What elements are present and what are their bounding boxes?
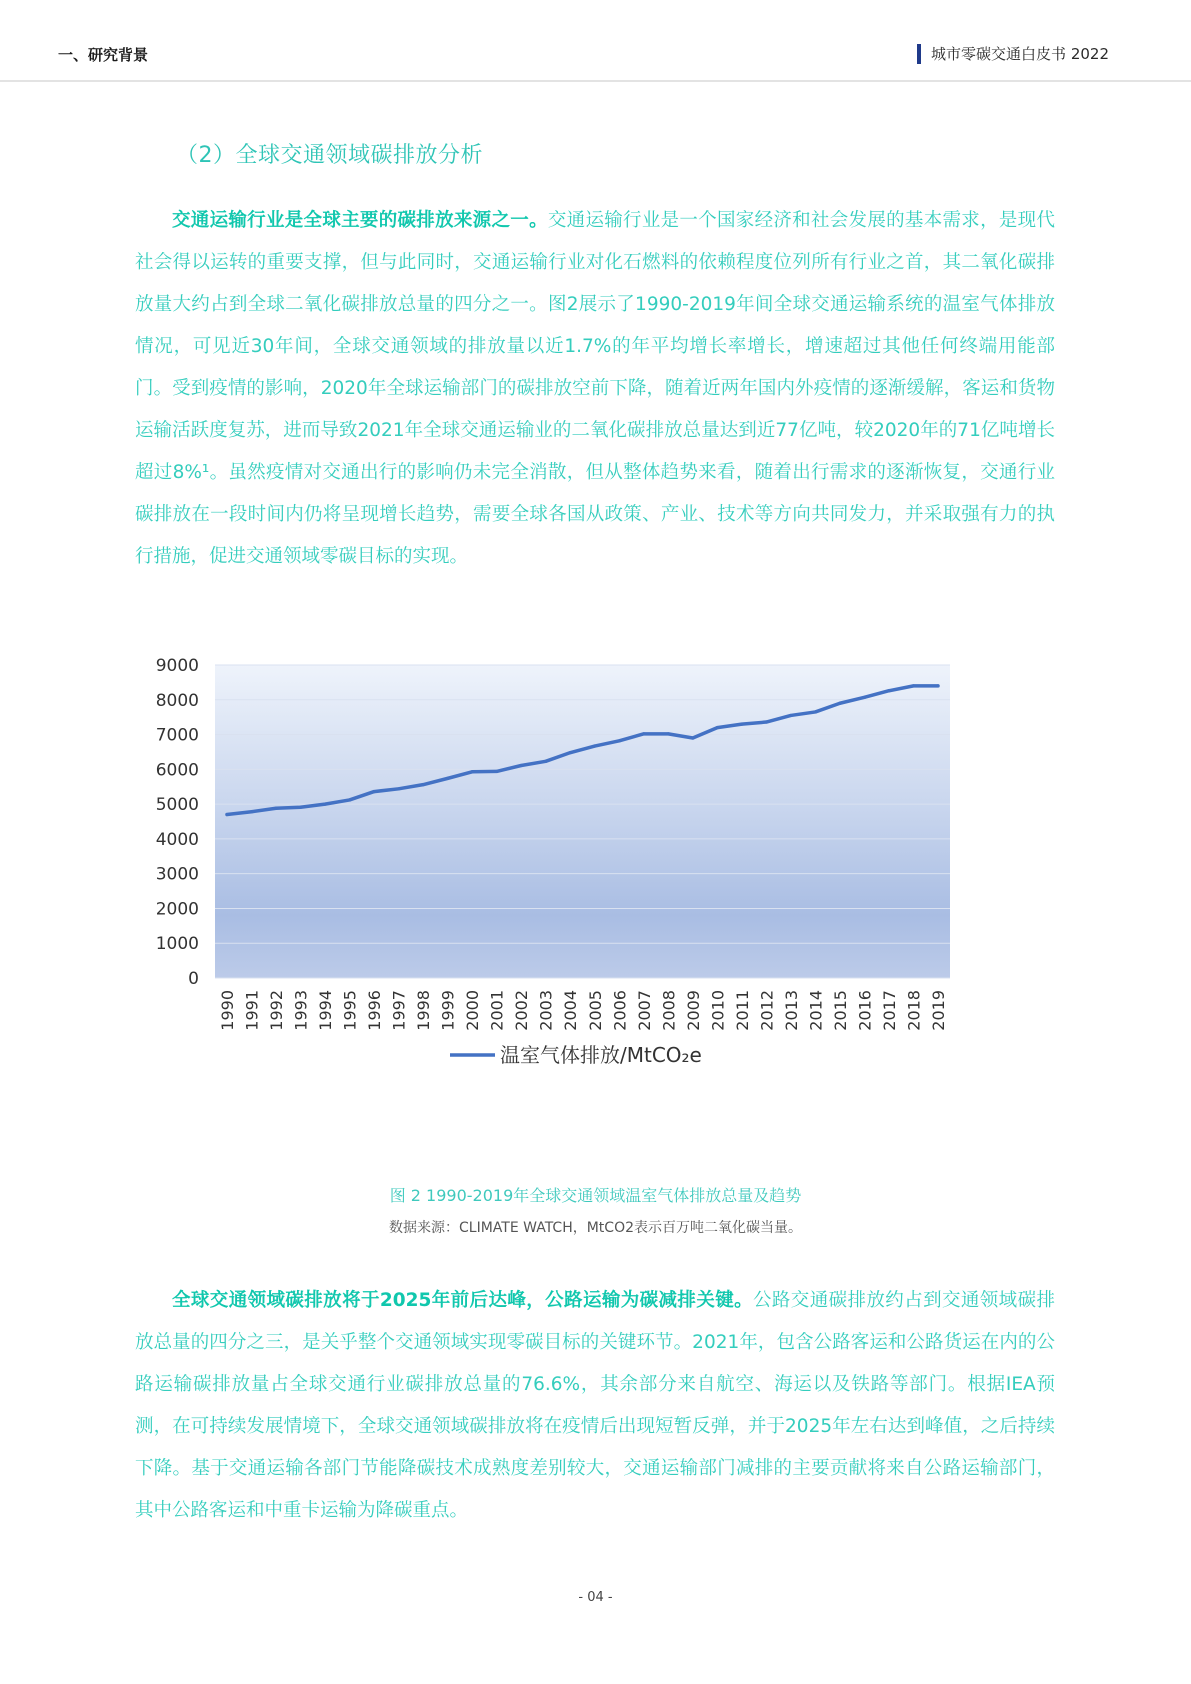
- x-tick-label: 2017: [879, 990, 899, 1031]
- data-point: [838, 702, 841, 705]
- header-section: 一、研究背景: [58, 46, 149, 64]
- paragraph-1-body: 交通运输行业是一个国家经济和社会发展的基本需求，是现代社会得以运转的重要支撑，但与此同时，交通运输行业对化石燃料的依赖程度位列所有行业之首，其二氧化碳排放量大约占到全球二氧化碳排放总量的四分之一。图2展示了1990-2019年间全球交通运输系统的温室气体排放情况，可见近30年间，全球交通领域的排放量以近1.7%的年平均增长率增长，增速超过其他任何终端用能部门。受到疫情的影响，2020年全球运输部门的碳排放空前下降，随着近两年国内外疫情的逐渐缓解，客运和货物运输活跃度复苏，进而导致2021年全球交通运输业的二氧化碳排放总量达到近77亿吨，较2020年的71亿吨增长超过8%¹。虽然疫情对交通出行的影响仍未完全消散，但从整体趋势来看，随着出行需求的逐渐恢复，交通行业碳排放在一段时间内仍将呈现增长趋势，需要全球各国从政策、产业、技术等方向共同发力，并采取强有力的执行措施，促进交通领域零碳目标的实现。: [135, 210, 1055, 567]
- x-tick-label: 2015: [830, 990, 850, 1031]
- x-tick-label: 1990: [218, 990, 237, 1031]
- x-tick-label: 2019: [929, 990, 948, 1031]
- paragraph-2: [135, 1280, 1055, 1532]
- y-tick-label: 7000: [155, 725, 199, 746]
- x-tick-label: 2010: [708, 990, 728, 1031]
- data-point: [789, 714, 792, 717]
- y-tick-label: 6000: [155, 760, 199, 781]
- figure-caption: 图 2 1990-2019年全球交通领域温室气体排放总量及趋势: [389, 1186, 802, 1205]
- data-point: [373, 790, 376, 793]
- data-point: [299, 806, 302, 809]
- data-point: [691, 736, 694, 739]
- data-point: [765, 720, 768, 723]
- x-tick-label: 2006: [610, 990, 630, 1031]
- x-tick-label: 1996: [365, 990, 385, 1031]
- header-doc-title: 城市零碳交通白皮书 2022: [917, 44, 1109, 64]
- data-point: [887, 689, 890, 692]
- data-point: [936, 684, 939, 687]
- x-tick-label: 1991: [242, 990, 262, 1031]
- paragraph-1-lead: 交通运输行业是全球主要的碳排放来源之一。: [172, 210, 548, 231]
- paragraph-2-body: 公路交通碳排放约占到交通领域碳排放总量的四分之三，是关乎整个交通领域实现零碳目标的关键环节。2021年，包含公路客运和公路货运在内的公路运输碳排放量占全球交通行业碳排放总量的76.6%，其余部分来自航空、海运以及铁路等部门。根据IEA预测，在可持续发展情境下，全球交通领域碳排放将在疫情后出现短暂反弹，并于2025年左右达到峰值，之后持续下降。基于交通运输各部门节能降碳技术成熟度差别较大，交通运输部门减排的主要贡献将来自公路运输部门，其中公路客运和中重卡运输为降碳重点。: [135, 1290, 1055, 1521]
- x-tick-label: 1998: [414, 990, 434, 1031]
- data-point: [495, 770, 498, 773]
- page-number: - 04 -: [578, 1590, 613, 1605]
- data-point: [740, 723, 743, 726]
- y-tick-label: 5000: [155, 795, 199, 816]
- data-point: [593, 744, 596, 747]
- data-point: [225, 813, 228, 816]
- x-tick-label: 2000: [463, 990, 483, 1031]
- x-tick-label: 1993: [291, 990, 311, 1031]
- data-point: [274, 807, 277, 810]
- data-point: [569, 751, 572, 754]
- x-tick-label: 2001: [487, 990, 507, 1031]
- data-point: [912, 684, 915, 687]
- y-tick-label: 2000: [155, 899, 199, 920]
- data-point: [716, 726, 719, 729]
- data-point: [422, 783, 425, 786]
- data-point: [544, 760, 547, 763]
- data-point: [618, 739, 621, 742]
- x-tick-label: 1997: [389, 990, 409, 1031]
- x-tick-label: 2005: [585, 990, 605, 1031]
- figure-source: 数据来源：CLIMATE WATCH，MtCO2表示百万吨二氧化碳当量。: [389, 1220, 802, 1236]
- x-tick-label: 2008: [659, 990, 679, 1031]
- x-tick-label: 2018: [904, 990, 924, 1031]
- x-tick-label: 2004: [561, 990, 581, 1031]
- chart-svg: [150, 650, 1050, 1170]
- chart-legend: [450, 1043, 702, 1067]
- x-tick-label: 2011: [732, 990, 752, 1031]
- x-tick-label: 2003: [536, 990, 556, 1031]
- x-tick-label: 2013: [781, 990, 801, 1031]
- section-title: （2）全球交通领域碳排放分析: [176, 143, 483, 168]
- x-tick-label: 2007: [634, 990, 654, 1031]
- plot-area: [215, 665, 950, 978]
- data-point: [642, 732, 645, 735]
- data-point: [446, 777, 449, 780]
- data-point: [520, 764, 523, 767]
- data-point: [814, 710, 817, 713]
- x-tick-label: 2002: [512, 990, 532, 1031]
- y-tick-label: 0: [188, 969, 199, 989]
- x-tick-label: 2012: [757, 990, 777, 1031]
- page-header: [0, 0, 1191, 82]
- data-point: [348, 798, 351, 801]
- data-point: [667, 732, 670, 735]
- emissions-chart: [150, 650, 1050, 1170]
- y-axis-ticks: [156, 656, 199, 989]
- x-tick-label: 1999: [438, 990, 458, 1031]
- data-point: [250, 810, 253, 813]
- data-point: [471, 770, 474, 773]
- x-tick-label: 1995: [340, 990, 360, 1031]
- y-tick-label: 8000: [155, 690, 199, 711]
- x-tick-label: 2009: [683, 990, 703, 1031]
- x-tick-label: 2014: [806, 990, 826, 1031]
- x-tick-label: 2016: [855, 990, 875, 1031]
- paragraph-2-lead: 全球交通领域碳排放将于2025年前后达峰，公路运输为碳减排关键。: [172, 1290, 754, 1311]
- y-tick-label: 4000: [155, 829, 199, 850]
- x-tick-label: 1994: [316, 990, 336, 1031]
- data-point: [863, 696, 866, 699]
- x-axis-ticks: [218, 990, 948, 1031]
- x-tick-label: 1992: [267, 990, 287, 1031]
- legend-label: 温室气体排放/MtCO₂e: [500, 1043, 702, 1067]
- y-tick-label: 3000: [155, 864, 199, 885]
- data-point: [323, 803, 326, 806]
- data-point: [397, 787, 400, 790]
- y-tick-label: 9000: [155, 656, 199, 676]
- paragraph-1: [135, 200, 1055, 578]
- y-tick-label: 1000: [155, 934, 199, 955]
